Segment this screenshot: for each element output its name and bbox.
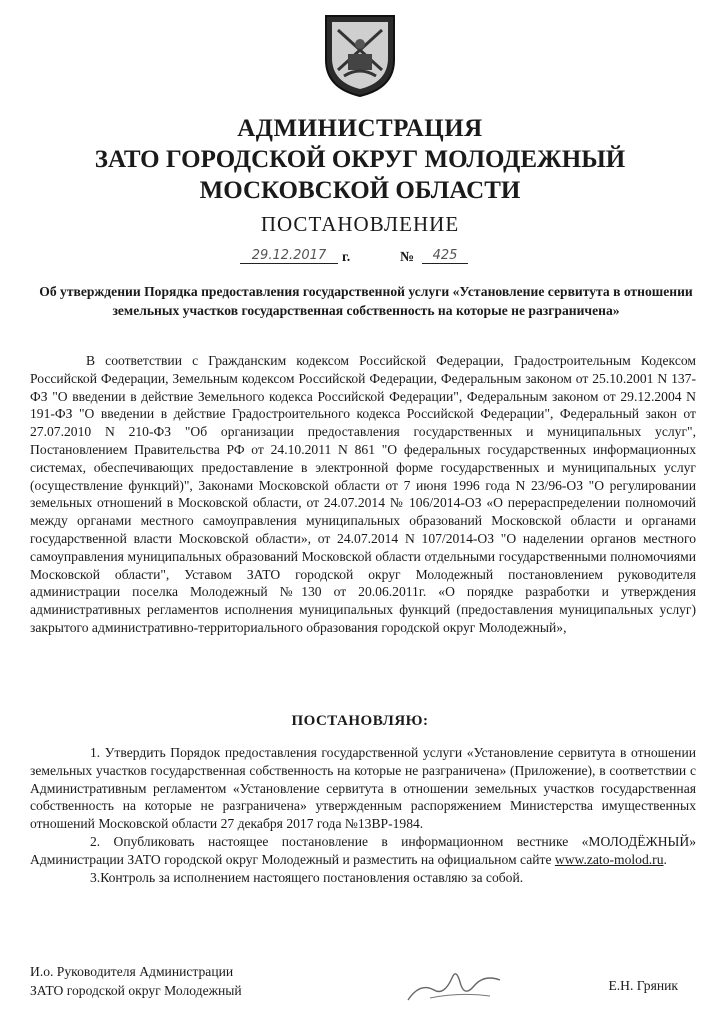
preamble-paragraph [30,352,696,637]
date-suffix: г. [342,250,351,265]
header-line-1: АДМИНИСТРАЦИЯ [237,115,483,142]
header-line-2: ЗАТО ГОРОДСКОЙ ОКРУГ МОЛОДЕЖНЫЙ [94,146,626,173]
preamble-text: В соответствии с Гражданским кодексом Российской Федерации, Градостроительным Кодексом Российской Федерации, Земельным кодексом Российской Федерации, Федеральным законом от 25.10.2001 N 137-ФЗ "О введении в действие Земельного кодекса Российской Федерации", Федеральным законом от 29.12.2004 N 191-ФЗ "О введении в действие Градостроительного кодекса Российской Федерации", Федеральный закон от 27.07.2010 N 210-ФЗ "Об организации предоставления государственных и муниципальных услуг", Постановлением Правительства РФ от 24.10.2011 N 861 "О федеральных государственных информационных системах, обеспечивающих предоставление в электронной форме государственных и муниципальных услуг (осуществление функций)", Законами Московской области от 7 июня 1996 года N 23/96-ОЗ "О регулировании земельных отношений в Московской области, от 24.07.2014 № 106/2014-ОЗ «О перераспределении полномочий между органами местного самоуправления муниципальных образований Московской области и органами государственной власти Московской области», от 24.07.2014 N 107/2014-ОЗ "О наделении органов местного самоуправления муниципальных образований Московской области отдельными государственными полномочиями Московской области", Уставом ЗАТО городской округ Молодежный постановлением руководителя администрации поселка Молодежный №130 от 20.06.2011г. «О порядке разработки и утверждения административных регламентов исполнения муниципальных функций (предоставления муниципальных услуг) закрытого административно-территориального образования городской округ Молодежный», [30,353,696,635]
resolution-item-2 [30,833,696,869]
item-2-end: . [663,851,667,867]
signer-name: Е.Н. Гряник [608,978,678,993]
resolution-item-3: 3.Контроль за исполнением настоящего постановления оставляю за собой. [90,869,524,885]
resolution-item-1: 1. Утвердить Порядок предоставления государственной услуги «Установление сервитута в отношении земельных участков государственная собственность на которые не разграничена» (Приложение), в соответствии с Административным регламентом «Установление сервитута в отношении земельных участков государственная собственность на которые не разграничена» утвержденным распоряжением Министерства имущественных отношений Московской области 27 декабря 2017 года №13ВР-1984. [30,745,696,832]
header-line-3: МОСКОВСКОЙ ОБЛАСТИ [199,177,521,204]
date-number-line [0,248,720,274]
document-subject: Об утверждении Порядка предоставления государственной услуги «Установление сервитута в отношении земельных участков государственная собственность на которые не разграничена» [39,284,693,318]
document-date: 29.12.2017 [240,248,338,264]
website-link[interactable]: www.zato-molod.ru [554,851,664,867]
handwritten-signature [400,960,510,1010]
coat-of-arms-icon [320,10,400,100]
signer-position-line-1: И.о. Руководителя Администрации [30,964,234,979]
item-2-text: 2. Опубликовать настоящее постановление в информационном вестнике «МОЛОДЁЖНЫЙ» Администрации ЗАТО городской округ Молодежный и разместить на официальном сайте [30,833,696,867]
resolve-heading: ПОСТАНОВЛЯЮ: [291,713,429,729]
document-number: 425 [422,248,468,264]
resolution-items [30,744,696,886]
number-sign: № [400,250,415,265]
signer-position [30,962,242,1000]
signer-position-line-2: ЗАТО городской округ Молодежный [30,983,242,998]
document-type: ПОСТАНОВЛЕНИЕ [260,212,460,236]
